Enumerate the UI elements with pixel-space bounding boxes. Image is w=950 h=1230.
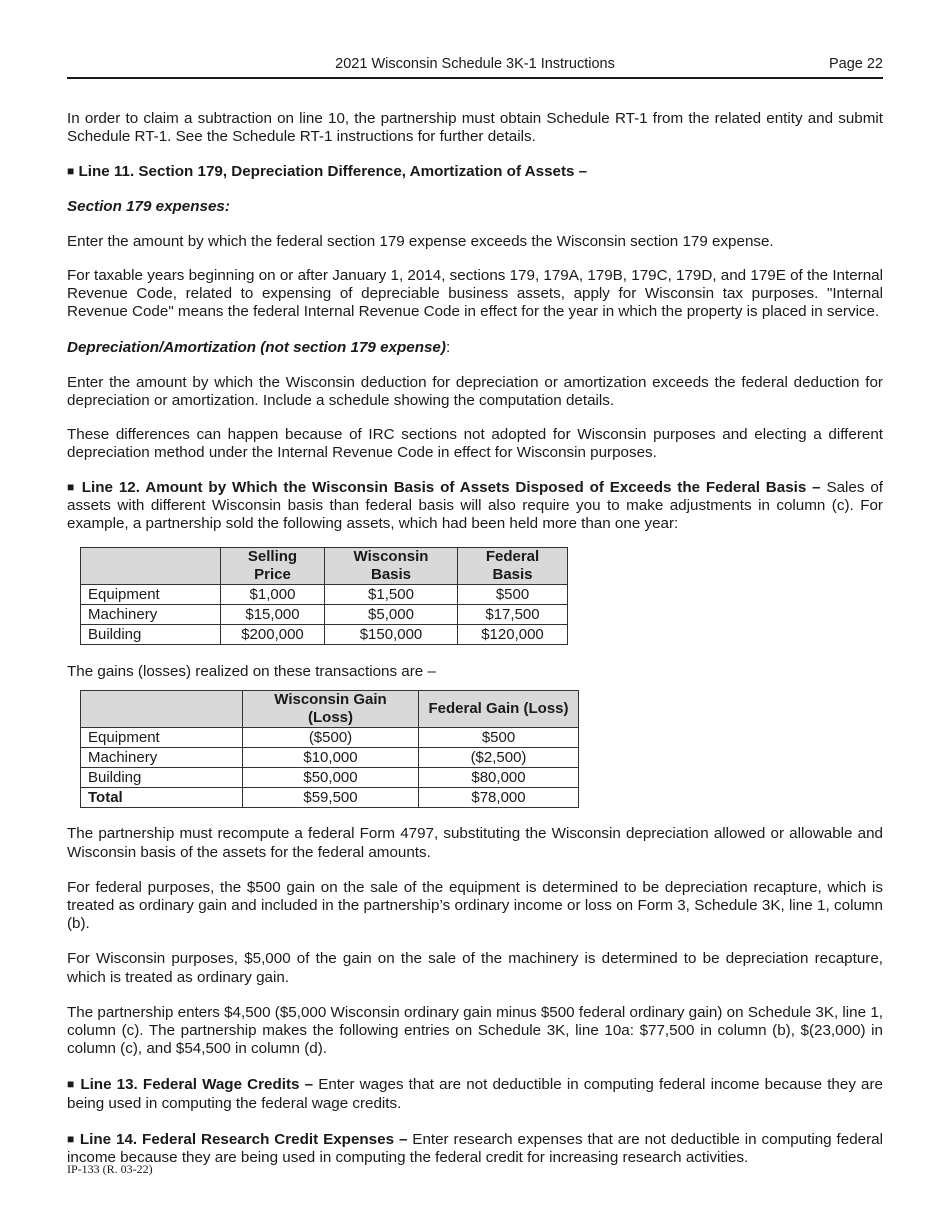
table-header-row xyxy=(81,548,568,585)
page-number: Page 22 xyxy=(828,56,883,72)
table-cell: $50,000 xyxy=(243,768,419,788)
bullet-square-icon: ■ xyxy=(67,1131,75,1146)
line-13-heading-text: Line 13. Federal Wage Credits – xyxy=(80,1076,314,1094)
line-14-paragraph xyxy=(67,1130,883,1167)
bullet-square-icon: ■ xyxy=(67,163,75,178)
bullet-square-icon: ■ xyxy=(67,1077,76,1092)
table-header-cell: Selling Price xyxy=(221,548,325,585)
basis-table xyxy=(80,547,568,645)
table-header-cell: Wisconsin Gain (Loss) xyxy=(243,691,419,728)
table-row xyxy=(81,625,568,645)
table-cell: $80,000 xyxy=(419,768,579,788)
table-cell: $200,000 xyxy=(221,625,325,645)
paragraph-rt1: In order to claim a subtraction on line 10, the partnership must obtain Schedule RT-1 from the related entity and submit Schedule RT-1. See the Schedule RT-1 instructions for further details. xyxy=(67,110,883,146)
table-header-row xyxy=(81,691,579,728)
document-title: 2021 Wisconsin Schedule 3K-1 Instructions xyxy=(335,56,615,72)
table-cell: $17,500 xyxy=(458,605,568,625)
paragraph-schedule-entries: The partnership enters $4,500 ($5,000 Wisconsin ordinary gain minus $500 federal ordinary gain) on Schedule 3K, line 1, column (c). The partnership makes the following entries on Schedule 3K, line 10a: $77,500 in column (b), $(23,000) in column (c), and $54,500 in column (d). xyxy=(67,1003,883,1058)
table-header-cell: Federal Gain (Loss) xyxy=(419,691,579,728)
table-cell: Building xyxy=(81,625,221,645)
table-cell: $59,500 xyxy=(243,788,419,808)
line-14-heading-text: Line 14. Federal Research Credit Expenses – xyxy=(79,1130,408,1148)
form-identifier: IP-133 (R. 03-22) xyxy=(67,1162,153,1176)
table-cell: ($500) xyxy=(243,728,419,748)
table-cell: $120,000 xyxy=(458,625,568,645)
gains-table xyxy=(80,690,579,808)
depreciation-subheading-colon: : xyxy=(445,338,451,356)
table-cell: $150,000 xyxy=(325,625,458,645)
paragraph-dep-deduction: Enter the amount by which the Wisconsin deduction for depreciation or amortization exceeds the federal deduction for depreciation or amortization. Include a schedule showing the computation details. xyxy=(67,373,883,410)
paragraph-irc-differences: These differences can happen because of IRC sections not adopted for Wisconsin purposes and electing a different depreciation method under the Internal Revenue Code in effect for Wisconsin purposes. xyxy=(67,425,883,461)
table-cell: Equipment xyxy=(81,585,221,605)
table-cell: Total xyxy=(81,788,243,808)
table-row xyxy=(81,585,568,605)
depreciation-subheading xyxy=(67,339,883,357)
table-cell: Equipment xyxy=(81,728,243,748)
line-11-heading-text: Line 11. Section 179, Depreciation Difference, Amortization of Assets – xyxy=(78,162,588,180)
table-cell: Machinery xyxy=(81,605,221,625)
table-total-row xyxy=(81,788,579,808)
line-13-heading xyxy=(67,1076,313,1093)
line-14-text: Enter research expenses that are not deductible in computing federal income because they are being used in computing the federal credit for increasing research activities. xyxy=(67,1130,883,1167)
line-12-heading xyxy=(67,479,821,496)
table-cell: $1,000 xyxy=(221,585,325,605)
section-179-subheading: Section 179 expenses: xyxy=(67,198,230,216)
table-cell: $500 xyxy=(419,728,579,748)
table-header-cell xyxy=(81,691,243,728)
table-row xyxy=(81,748,579,768)
paragraph-federal-purposes: For federal purposes, the $500 gain on the sale of the equipment is determined to be depreciation recapture, which is treated as ordinary gain and included in the partnership’s ordinary income or loss on Form 3, Schedule 3K, line 1, column (b). xyxy=(67,878,883,933)
table-header-cell xyxy=(81,548,221,585)
table-row xyxy=(81,768,579,788)
line-14-heading xyxy=(67,1131,407,1148)
depreciation-subheading-text: Depreciation/Amortization (not section 179 expense) xyxy=(67,338,446,356)
table-cell: $15,000 xyxy=(221,605,325,625)
page-header xyxy=(67,55,883,79)
line-11-heading xyxy=(67,162,883,181)
table-cell: Machinery xyxy=(81,748,243,768)
table-cell: $5,000 xyxy=(325,605,458,625)
line-13-text: Enter wages that are not deductible in computing federal income because they are being used in computing the federal wage credits. xyxy=(67,1076,884,1112)
table-cell: ($2,500) xyxy=(419,748,579,768)
bullet-square-icon: ■ xyxy=(67,479,76,494)
table-cell: $1,500 xyxy=(325,585,458,605)
page-body xyxy=(67,110,883,1183)
gains-intro: The gains (losses) realized on these transactions are – xyxy=(67,663,436,681)
table-row xyxy=(81,605,568,625)
line-12-text: Sales of assets with different Wisconsin basis than federal basis will also require you to make adjustments in column (c). For example, a partnership sold the following assets, which had been held more than one year: xyxy=(67,478,883,533)
table-row xyxy=(81,728,579,748)
paragraph-sec179-excess: Enter the amount by which the federal section 179 expense exceeds the Wisconsin section 179 expense. xyxy=(67,233,774,251)
table-cell: $10,000 xyxy=(243,748,419,768)
table-cell: Building xyxy=(81,768,243,788)
paragraph-wisconsin-purposes: For Wisconsin purposes, $5,000 of the gain on the sale of the machinery is determined to be depreciation recapture, which is treated as ordinary gain. xyxy=(67,950,883,986)
line-12-paragraph xyxy=(67,478,883,534)
table-header-cell: Federal Basis xyxy=(458,548,568,585)
table-cell: $78,000 xyxy=(419,788,579,808)
table-header-cell: Wisconsin Basis xyxy=(325,548,458,585)
line-13-paragraph xyxy=(67,1075,883,1112)
paragraph-form-4797: The partnership must recompute a federal Form 4797, substituting the Wisconsin depreciation allowed or allowable and Wisconsin basis of the assets for the federal amounts. xyxy=(67,825,883,861)
line-12-heading-text: Line 12. Amount by Which the Wisconsin Basis of Assets Disposed of Exceeds the Federal Basis – xyxy=(81,478,821,496)
paragraph-taxable-years: For taxable years beginning on or after January 1, 2014, sections 179, 179A, 179B, 179C, 179D, and 179E of the Internal Revenue Code, related to expensing of depreciable business assets, apply for Wisconsin tax purposes. "Internal Revenue Code" means the federal Internal Revenue Code in effect for the year in which the property is placed in service. xyxy=(67,267,883,321)
table-cell: $500 xyxy=(458,585,568,605)
document-page xyxy=(67,0,883,1230)
